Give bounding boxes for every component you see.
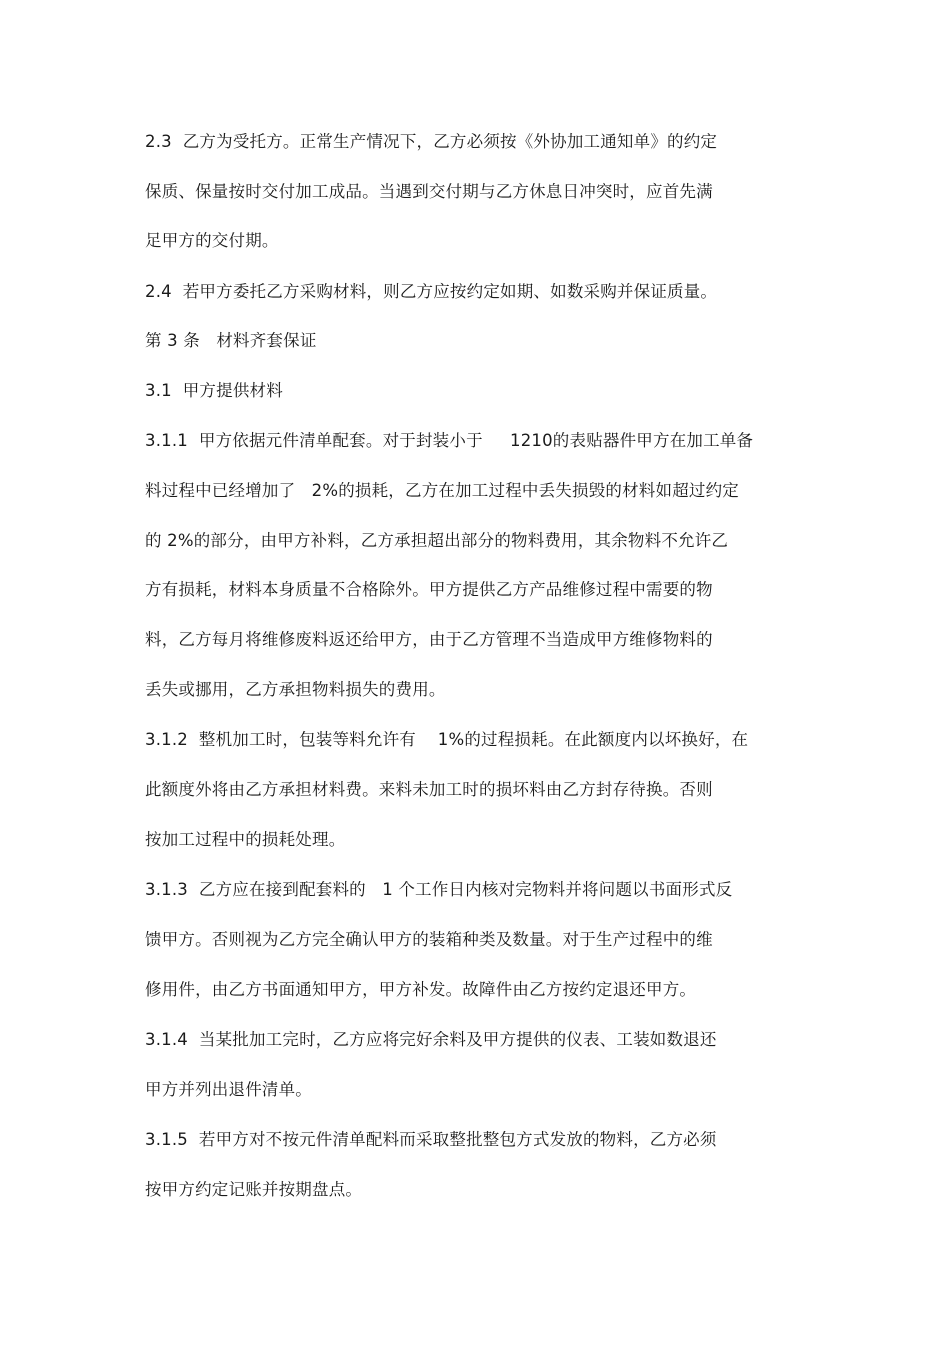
clause-3-1-2-line-3: 按加工过程中的损耗处理。 — [145, 830, 346, 849]
section-3-1-heading: 3.1 甲方提供材料 — [145, 381, 283, 400]
clause-3-1-1-line-4: 方有损耗，材料本身质量不合格除外。甲方提供乙方产品维修过程中需要的物 — [145, 580, 713, 599]
clause-3-1-5-line-2: 按甲方约定记账并按期盘点。 — [145, 1180, 363, 1199]
clause-2-3-line-3: 足甲方的交付期。 — [145, 231, 279, 250]
clause-2-3-line-2: 保质、保量按时交付加工成品。当遇到交付期与乙方休息日冲突时，应首先满 — [145, 182, 713, 201]
clause-3-1-1-line-1: 3.1.1 甲方依据元件清单配套。对于封装小于 1210的表贴器件甲方在加工单备 — [145, 431, 754, 450]
clause-3-1-1-line-5: 料，乙方每月将维修废料返还给甲方，由于乙方管理不当造成甲方维修物料的 — [145, 630, 713, 649]
clause-2-3-line-1: 2.3 乙方为受托方。正常生产情况下，乙方必须按《外协加工通知单》的约定 — [145, 132, 718, 151]
clause-3-1-2-line-1: 3.1.2 整机加工时，包装等料允许有 1%的过程损耗。在此额度内以坏换好，在 — [145, 730, 749, 749]
clause-3-1-4-line-1: 3.1.4 当某批加工完时，乙方应将完好余料及甲方提供的仪表、工装如数退还 — [145, 1030, 717, 1049]
clause-3-1-1-line-3: 的 2%的部分，由甲方补料，乙方承担超出部分的物料费用，其余物料不允许乙 — [145, 531, 729, 550]
clause-3-1-3-line-1: 3.1.3 乙方应在接到配套料的 1 个工作日内核对完物料并将问题以书面形式反 — [145, 880, 733, 899]
clause-3-1-1-line-6: 丢失或挪用，乙方承担物料损失的费用。 — [145, 680, 446, 699]
clause-3-1-2-line-2: 此额度外将由乙方承担材料费。来料未加工时的损坏料由乙方封存待换。否则 — [145, 780, 713, 799]
clause-3-1-4-line-2: 甲方并列出退件清单。 — [145, 1080, 312, 1099]
clause-3-1-1-line-2: 料过程中已经增加了 2%的损耗，乙方在加工过程中丢失损毁的材料如超过约定 — [145, 481, 740, 500]
article-3-heading: 第 3 条 材料齐套保证 — [145, 331, 317, 350]
clause-3-1-5-line-1: 3.1.5 若甲方对不按元件清单配料而采取整批整包方式发放的物料，乙方必须 — [145, 1130, 717, 1149]
clause-3-1-3-line-2: 馈甲方。否则视为乙方完全确认甲方的装箱种类及数量。对于生产过程中的维 — [145, 930, 713, 949]
clause-3-1-3-line-3: 修用件，由乙方书面通知甲方，甲方补发。故障件由乙方按约定退还甲方。 — [145, 980, 697, 999]
clause-2-4: 2.4 若甲方委托乙方采购材料，则乙方应按约定如期、如数采购并保证质量。 — [145, 282, 718, 301]
